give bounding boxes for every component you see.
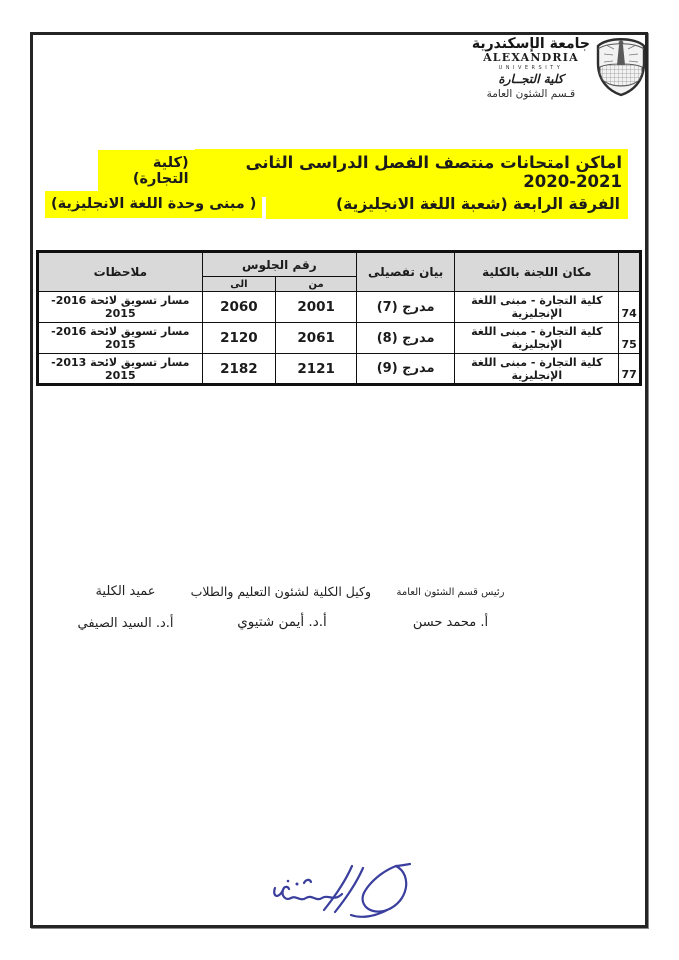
cell-index: 75: [619, 323, 641, 354]
letterhead-text-block: [472, 33, 590, 100]
header-index: [619, 252, 641, 292]
cell-notes: مسار تسويق لائحة 2013-2015: [38, 354, 203, 385]
signatory-name: أ. محمد حسن: [412, 615, 489, 630]
signatory-title: رئيس قسم الشئون العامة: [396, 587, 505, 598]
title-line-1: [98, 149, 628, 197]
cell-seat-to: 2182: [202, 354, 276, 385]
faculty-tag: (كلية التجارة): [98, 150, 195, 193]
department-name: قـسم الشئون العامة: [486, 88, 576, 100]
title-line-2: [45, 191, 628, 219]
cell-index: 77: [619, 354, 641, 385]
header-seat-number: رقم الجلوس: [202, 252, 356, 277]
header-notes: ملاحظات: [38, 252, 203, 292]
header-detail: بيان تفصيلى: [357, 252, 455, 292]
cell-detail: مدرج (7): [357, 292, 455, 323]
cell-index: 74: [619, 292, 641, 323]
cell-notes: مسار تسويق لائحة 2016-2015: [38, 323, 203, 354]
building-tag: ( مبنى وحدة اللغة الانجليزية): [45, 191, 262, 218]
exam-locations-table: [36, 250, 642, 386]
signature-block-general-affairs: [388, 587, 513, 630]
header-seat-from: من: [276, 277, 357, 292]
cell-seat-from: 2001: [276, 292, 357, 323]
cell-seat-to: 2060: [202, 292, 276, 323]
university-name-english: ALEXANDRIA: [483, 51, 579, 64]
table-row: [38, 354, 641, 385]
table-row: [38, 323, 641, 354]
signatory-title: وكيل الكلية لشئون التعليم والطلاب: [190, 584, 371, 599]
grade-section-title: الفرقة الرابعة (شعبة اللغة الانجليزية): [266, 191, 628, 219]
signature-block-dean: [58, 584, 193, 631]
faculty-name: كلية التجــارة: [498, 72, 564, 86]
header-location: مكان اللجنة بالكلية: [455, 252, 619, 292]
university-word-english: UNIVERSITY: [498, 65, 564, 71]
signatory-title: عميد الكلية: [95, 584, 156, 599]
signatory-name: أ.د. السيد الصيفي: [77, 616, 174, 631]
cell-detail: مدرج (9): [357, 354, 455, 385]
handwritten-signature: [264, 858, 429, 927]
cell-location: كلية التجارة - مبنى اللغة الإنجليزية: [455, 323, 619, 354]
table-row: [38, 292, 641, 323]
university-name-arabic: جامعة الإسكندرية: [471, 35, 590, 53]
cell-seat-from: 2121: [276, 354, 357, 385]
signatory-name: أ.د. أيمن شتيوي: [237, 614, 327, 630]
cell-location: كلية التجارة - مبنى اللغة الإنجليزية: [455, 292, 619, 323]
cell-detail: مدرج (8): [357, 323, 455, 354]
cell-seat-from: 2061: [276, 323, 357, 354]
signature-block-vice-dean: [190, 584, 371, 630]
cell-location: كلية التجارة - مبنى اللغة الإنجليزية: [455, 354, 619, 385]
cell-notes: مسار تسويق لائحة 2016-2015: [38, 292, 203, 323]
university-shield-lighthouse-icon: [594, 33, 648, 101]
exam-title: اماكن امتحانات منتصف الفصل الدراسى الثانى 2021-2020: [195, 149, 628, 197]
cell-seat-to: 2120: [202, 323, 276, 354]
university-letterhead: [472, 33, 648, 101]
header-seat-to: الى: [202, 277, 276, 292]
